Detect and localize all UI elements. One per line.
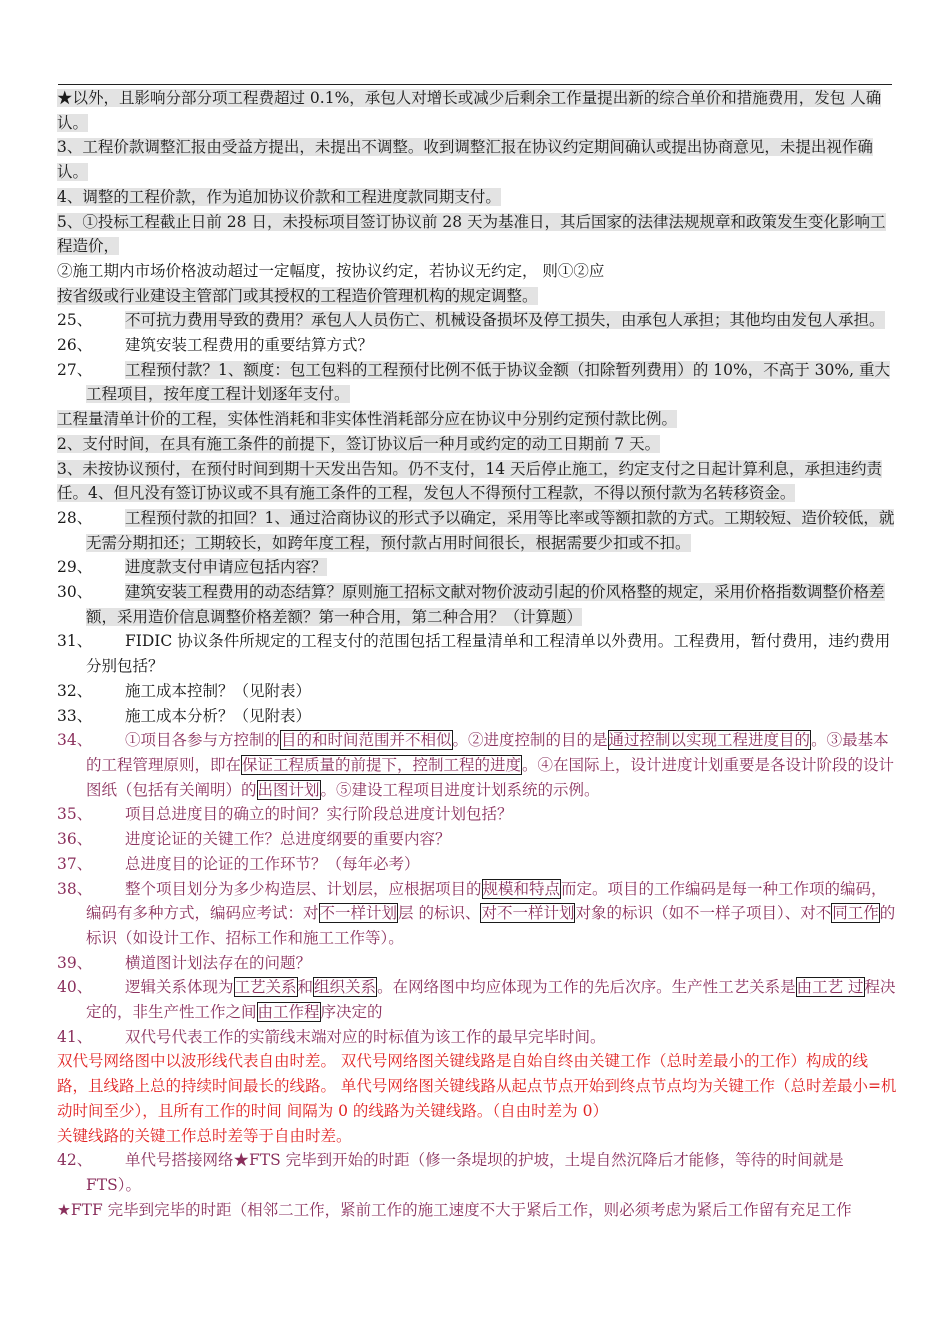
paragraph-l3	[57, 185, 897, 210]
item-text: 双代号代表工作的实箭线末端对应的时标值为该工作的最早完毕时间。	[125, 1027, 606, 1046]
item-42	[57, 1148, 897, 1197]
item-25	[57, 308, 897, 333]
item-number: 39、	[57, 953, 93, 972]
item-number: 26、	[57, 336, 93, 355]
text-l43: ★FTF 完毕到完毕的时距（相邻二工作，紧前工作的施工速度不大于紧后工作，则必须考虑为紧后工作留有充足工作	[57, 1200, 852, 1219]
paragraph-l2	[57, 135, 897, 184]
text-seg: 。④在国际上，设计进度计划重要是各设计阶段的设计图纸（包括有关阐明）的	[86, 755, 895, 799]
text-l2: 3、工程价款调整汇报由受益方提出，未提出不调整。收到调整汇报在协议约定期间确认或提出协商意见，未提出视作确认。	[57, 138, 873, 182]
item-text: 进度论证的关键工作？总进度纲要的重要内容？	[125, 830, 451, 849]
text-seg: 程决定的，非生产性工作之间	[86, 978, 896, 1022]
paragraph-l41c	[57, 1124, 897, 1149]
item-34	[57, 728, 897, 802]
text-l5: ②施工期内市场价格波动超过一定幅度，按协议约定，若协议无约定， 则①②应	[57, 261, 605, 280]
item-number: 41、	[57, 1027, 93, 1046]
paragraph-l6	[57, 284, 897, 309]
text-l6: 按省级或行业建设主管部门或其授权的工程造价管理机构的规定调整。	[57, 286, 538, 305]
text-l4: 5、①投标工程截止日前 28 日，未投标项目签订协议前 28 天为基准日，其后国家的法律法规规章和政策发生变化影响工程造价，	[57, 212, 886, 256]
text-l27d: 3、未按协议预付，在预付时间到期十天发出告知。仍不支付，14 天后停止施工，约定支付之日起计算利息，承担违约责任。4、但凡没有签订协议或不具有施工条件的工程，发包人不得预付工程款，不得以预付款为名转移资金。	[57, 459, 883, 503]
item-26	[57, 333, 897, 358]
text-l1: ★以外，且影响分部分项工程费超过 0.1%，承包人对增长或减少后剩余工作量提出新的综合单价和措施费用，发包 人确认。	[57, 89, 882, 132]
item-text: 单代号搭接网络★FTS 完毕到开始的时距（修一条堤坝的护坡，土堤自然沉降后才能修，等待的时间就是 FTS）。	[86, 1151, 844, 1194]
item-text: FIDIC 协议条件所规定的工程支付的范围包括工程量清单和工程清单以外费用。工程费用，暂付费用，违约费用分别包括？	[86, 632, 891, 676]
paragraph-l4	[57, 210, 897, 259]
item-32	[57, 679, 897, 704]
boxed-text: 目的和时间范围并不相似	[281, 731, 452, 750]
item-27	[57, 358, 897, 407]
item-number: 34、	[57, 731, 93, 750]
item-text: 总进度目的论证的工作环节？（每年必考）	[125, 854, 420, 873]
text-seg: 总时差最小=机动时间至少	[57, 1077, 897, 1120]
text-l41c: 关键线路的关键工作总时差等于自由时差。	[57, 1126, 352, 1145]
item-text: 进度款支付申请应包括内容？	[125, 558, 327, 577]
item-number: 28、	[57, 508, 93, 527]
text-seg: 双代号网络图中以波形线代表自由时差。 双代号网络图关键线路是自始自终由	[57, 1052, 589, 1071]
boxed-text: 出图计划	[257, 780, 320, 799]
item-number: 29、	[57, 558, 93, 577]
item-35	[57, 802, 897, 827]
paragraph-l27c	[57, 432, 897, 457]
item-39	[57, 951, 897, 976]
boxed-text: 工艺关系	[234, 978, 297, 997]
text-seg: 的标识（如设计工作、招标工作和施工工作等）。	[86, 904, 896, 947]
paragraph-l43	[57, 1198, 897, 1223]
item-29	[57, 555, 897, 580]
item-number: 33、	[57, 706, 93, 725]
text-seg: 而定。项目的工作编码是每一种工作项的编码，编码有多种方式，编码应考试：对	[86, 879, 887, 923]
item-number: 36、	[57, 830, 93, 849]
document-body	[57, 86, 897, 1222]
item-text: 不可抗力费用导致的费用？承包人人员伤亡、机械设备损坏及停工损失，由承包人承担；其他均由发包人承担。	[125, 311, 885, 330]
text-seg: 层 的标识、	[398, 904, 481, 923]
item-text: 施工成本分析？（见附表）	[125, 706, 312, 725]
text-l27c: 2、支付时间，在具有施工条件的前提下，签订协议后一种月或约定的动工日期前 7 天。	[57, 434, 661, 453]
item-text: 横道图计划法存在的问题？	[125, 953, 312, 972]
boxed-text: 组织关系	[314, 978, 377, 997]
item-38	[57, 877, 897, 951]
item-text: 施工成本控制？（见附表）	[125, 681, 312, 700]
boxed-text: 由工艺 过	[796, 978, 864, 997]
item-41	[57, 1025, 897, 1050]
text-seg: 整个项目划分为多少构造层、计划层，应根据项目的	[125, 879, 482, 898]
paragraph-l1	[57, 86, 897, 135]
item-30	[57, 580, 897, 629]
item-text: 建筑安装工程费用的动态结算？原则施工招标文献对物价波动引起的价风格整的规定，采用价格指数调整价格差额，采用造价信息调整价格差额？第一种合用，第二种合用？（计算题）	[86, 583, 885, 626]
text-seg: ），且所有	[134, 1101, 205, 1120]
boxed-text: 由工作程	[257, 1003, 320, 1022]
boxed-text: 规模和特点	[482, 879, 561, 898]
boxed-text: 同工作	[832, 904, 879, 923]
text-seg: 。③最基本的工程管理原则，即在	[86, 731, 889, 774]
paragraph-l41b	[57, 1049, 897, 1123]
item-36	[57, 827, 897, 852]
item-33	[57, 704, 897, 729]
item-number: 25、	[57, 311, 93, 330]
item-31	[57, 629, 897, 678]
item-number: 30、	[57, 583, 93, 602]
text-seg: 构成的线路，且线路上总的持续时间最长的线路。 单代号网络图关键线路从起点节点开始到终点节点均为关键工作（	[57, 1052, 868, 1096]
item-number: 27、	[57, 360, 93, 379]
item-number: 37、	[57, 854, 93, 873]
paragraph-l5	[57, 259, 897, 284]
boxed-text: 对不一样计划	[481, 904, 575, 923]
boxed-text: 不一样计划	[319, 904, 398, 923]
item-40	[57, 975, 897, 1024]
item-number: 35、	[57, 805, 93, 824]
text-seg: 和	[297, 978, 314, 997]
item-text: 工程预付款？1、额度：包工包料的工程预付比例不低于协议金额（扣除暂列费用）的 10%，不高于 30%, 重大工程项目，按年度工程计划逐年支付。	[86, 360, 890, 404]
item-number: 40、	[57, 978, 93, 997]
header-rule	[58, 84, 892, 85]
text-seg: 序决定的	[320, 1003, 383, 1022]
item-text: 工程预付款的扣回？1、通过洽商协议的形式予以确定，采用等比率或等额扣款的方式。工期较短、造价较低，就无需分期扣还；工期较长，如跨年度工程，预付款占用时间很长，根据需要少扣或不扣。	[86, 508, 895, 552]
boxed-text: 通过控制以实现工程进度目的	[608, 731, 811, 750]
text-seg: 逻辑关系体现为	[125, 978, 234, 997]
paragraph-l27d	[57, 457, 897, 506]
item-number: 31、	[57, 632, 93, 651]
text-seg: 。⑤建设工程项目进度计划系统的示例。	[320, 780, 600, 799]
text-seg: 。在网络图中均应体现为工作的先后次序。生产性工艺关系是	[377, 978, 796, 997]
text-seg: ①项目各参与方控制的	[125, 731, 281, 750]
item-37	[57, 852, 897, 877]
text-l3: 4、调整的工程价款，作为追加协议价款和工程进度款同期支付。	[57, 187, 501, 206]
text-seg: 工作的时间 间隔为 0 的线路为关键线路。（自由时差为 0）	[204, 1101, 608, 1120]
item-number: 42、	[57, 1151, 93, 1170]
text-l27b: 工程量清单计价的工程，实体性消耗和非实体性消耗部分应在协议中分别约定预付款比例。	[57, 410, 678, 429]
item-28	[57, 506, 897, 555]
item-number: 32、	[57, 681, 93, 700]
item-text: 建筑安装工程费用的重要结算方式？	[125, 336, 374, 355]
item-number: 38、	[57, 879, 93, 898]
paragraph-l27b	[57, 407, 897, 432]
item-text: 项目总进度目的确立的时间？实行阶段总进度计划包括？	[125, 805, 513, 824]
text-seg: 。②进度控制的目的是	[452, 731, 608, 750]
text-seg: 关键工作（总时差最小的工作）	[588, 1052, 806, 1071]
text-seg: 对象的标识（如不一样子项目）、对不	[575, 904, 832, 923]
boxed-text: 保证工程质量的前提下，控制工程的进度	[242, 755, 522, 774]
